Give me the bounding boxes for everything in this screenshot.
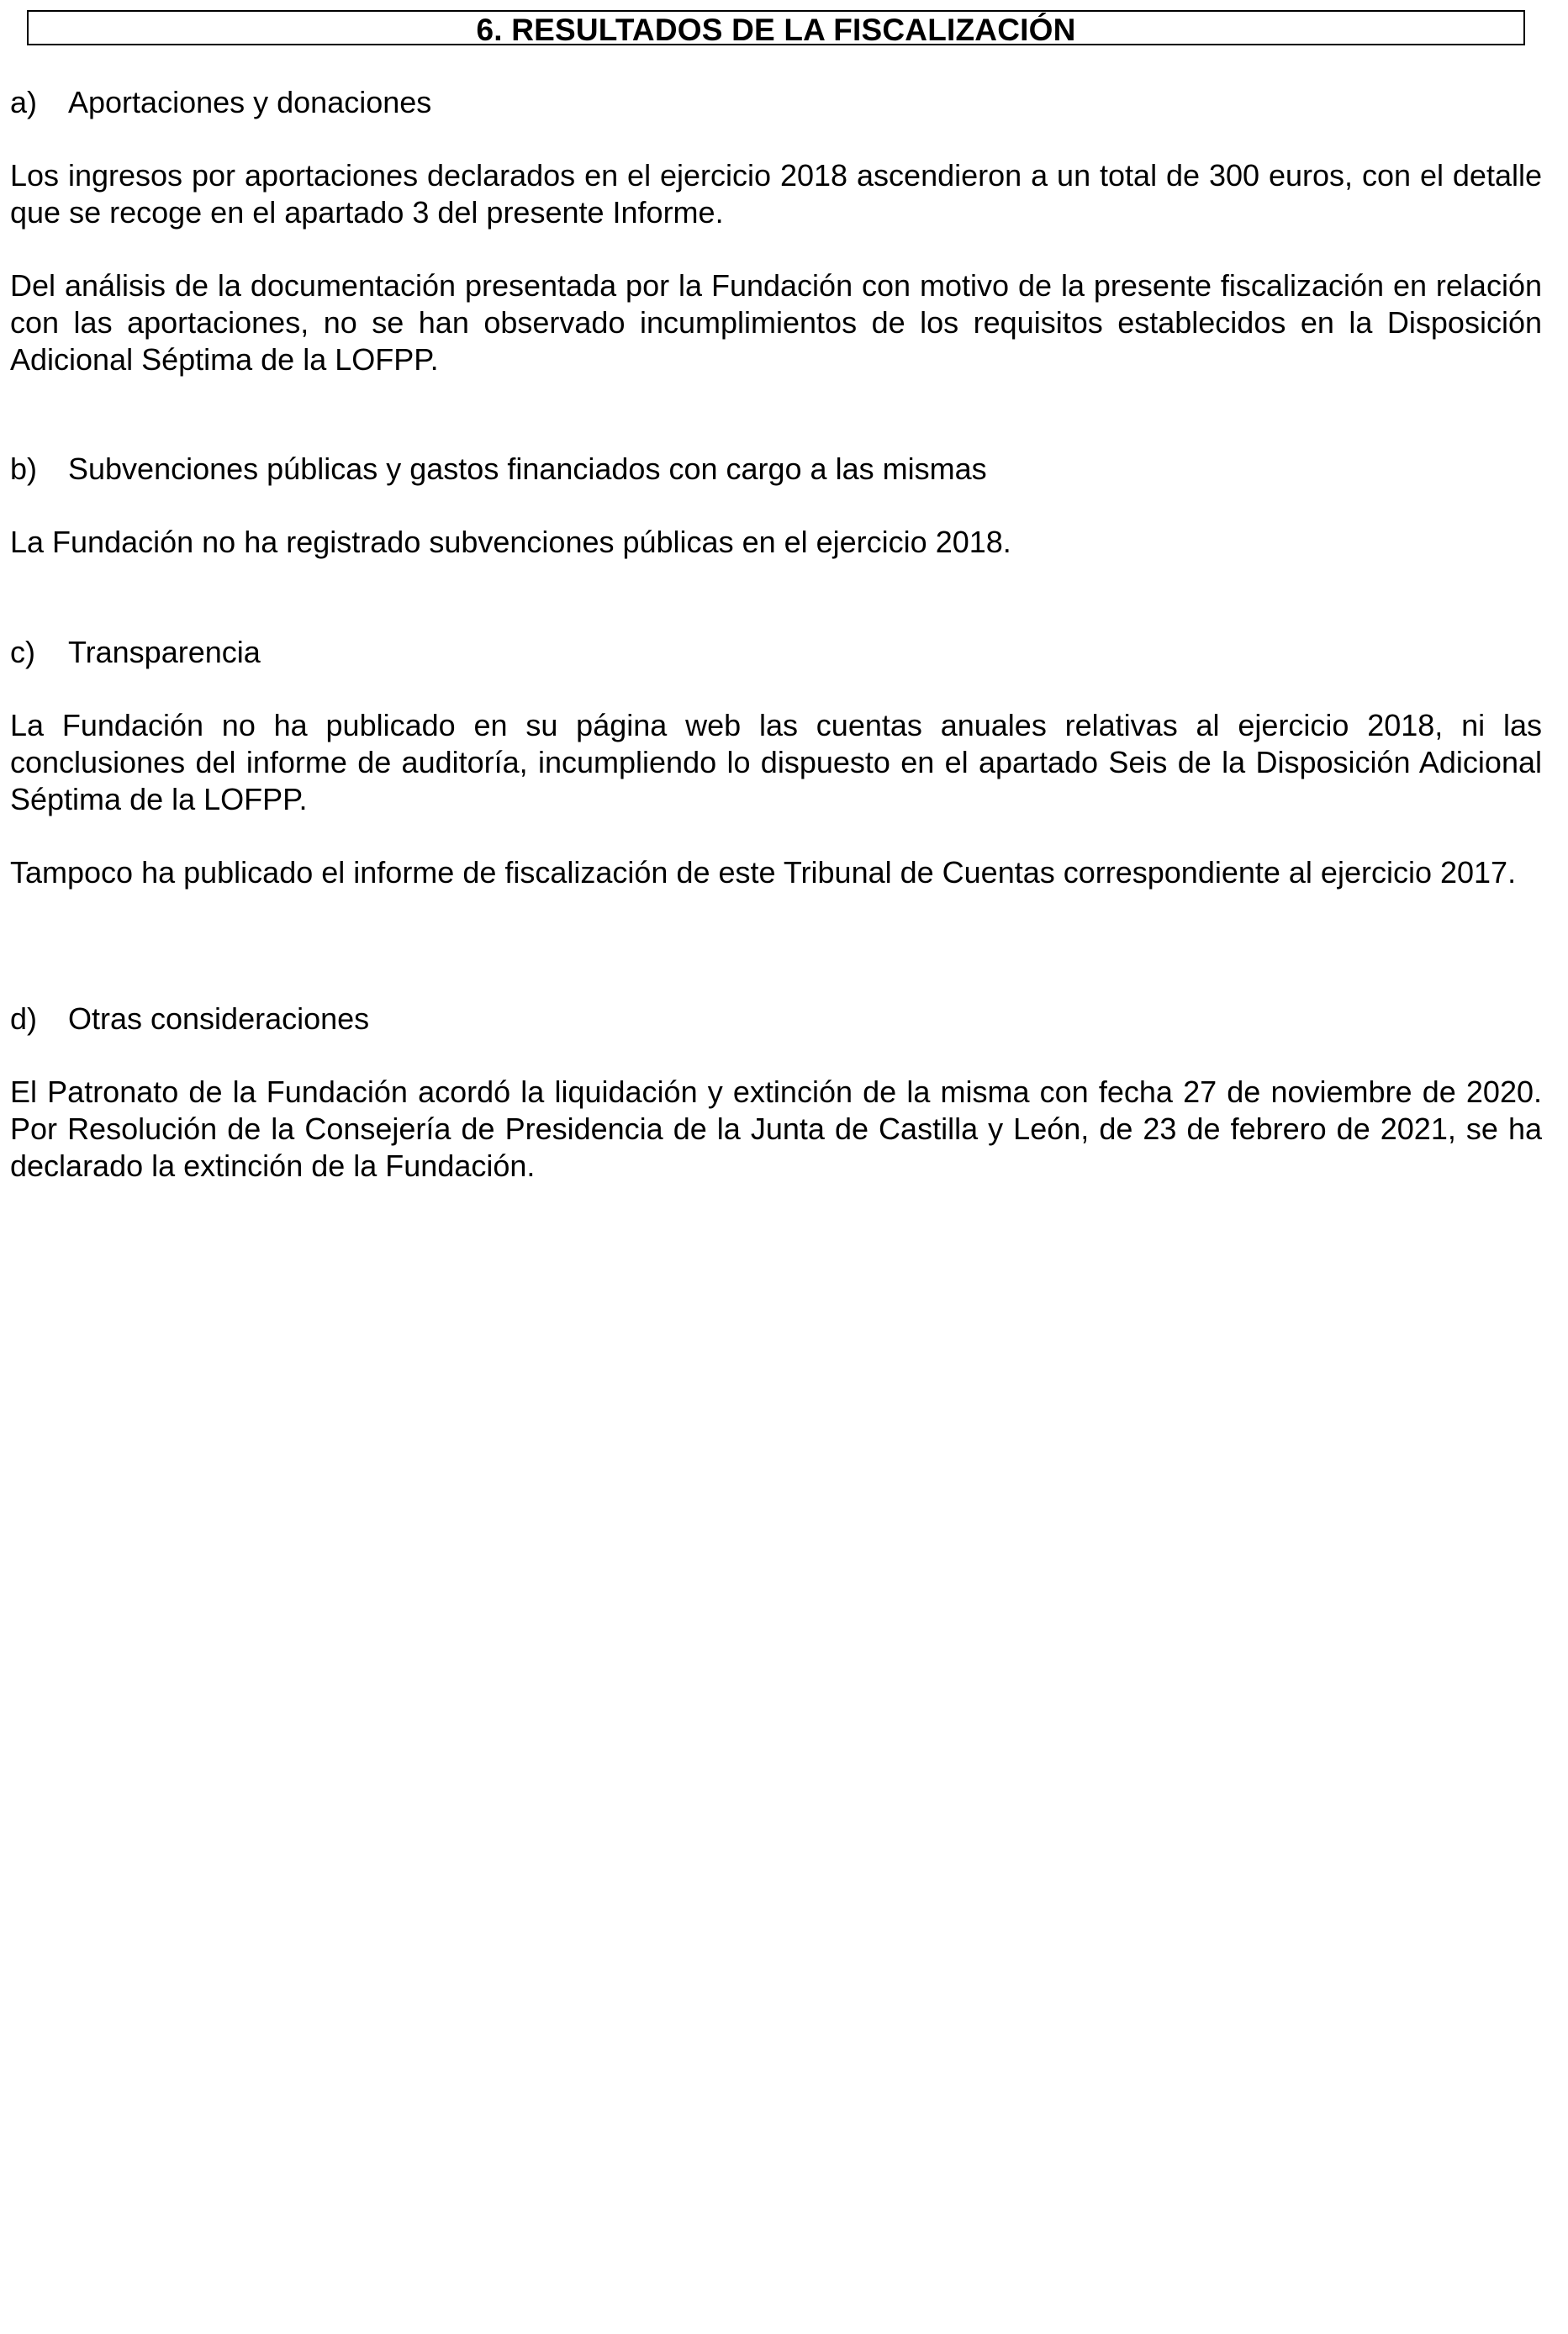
paragraph-c-2: Tampoco ha publicado el informe de fiscalización de este Tribunal de Cuentas correspondiente al ejercicio 2017. <box>10 855 1517 890</box>
paragraph-d-1: El Patronato de la Fundación acordó la liquidación y extinción de la misma con fecha 27 de noviembre de 2020. Por Resolución de la Consejería de Presidencia de la Junta de Castilla y León, de 23 de febrero de 2021, se ha declarado la extinción de la Fundación. <box>10 1075 1542 1183</box>
section-title: 6. RESULTADOS DE LA FISCALIZACIÓN <box>476 13 1076 47</box>
paragraph-c-1: La Fundación no ha publicado en su página web las cuentas anuales relativas al ejercicio 2018, ni las conclusiones del informe de auditoría, incumpliendo lo dispuesto en el apartado Seis de la Disposición Adicional Séptima de la LOFPP. <box>10 708 1542 816</box>
subsection-heading-c <box>10 634 261 671</box>
subsection-title-d: Otras consideraciones <box>68 1001 370 1036</box>
subsection-title-b: Subvenciones públicas y gastos financiados con cargo a las mismas <box>68 451 987 486</box>
subsection-letter-a: a) <box>10 85 38 119</box>
subsection-heading-b <box>10 451 987 488</box>
subsection-letter-c: c) <box>10 635 35 669</box>
subsection-title-c: Transparencia <box>68 635 261 669</box>
subsection-letter-b: b) <box>10 451 38 486</box>
section-title-box <box>27 10 1525 45</box>
subsection-letter-d: d) <box>10 1001 38 1036</box>
subsection-heading-a <box>10 84 431 121</box>
paragraph-b-1: La Fundación no ha registrado subvenciones públicas en el ejercicio 2018. <box>10 525 1011 559</box>
subsection-heading-d <box>10 1001 369 1038</box>
subsection-title-a: Aportaciones y donaciones <box>68 85 432 119</box>
paragraph-a-2: Del análisis de la documentación presentada por la Fundación con motivo de la presente fiscalización en relación con las aportaciones, no se han observado incumplimientos de los requisitos establecidos en la Disposición Adicional Séptima de la LOFPP. <box>10 268 1542 377</box>
paragraph-a-1: Los ingresos por aportaciones declarados en el ejercicio 2018 ascendieron a un total de 300 euros, con el detalle que se recoge en el apartado 3 del presente Informe. <box>10 158 1542 230</box>
